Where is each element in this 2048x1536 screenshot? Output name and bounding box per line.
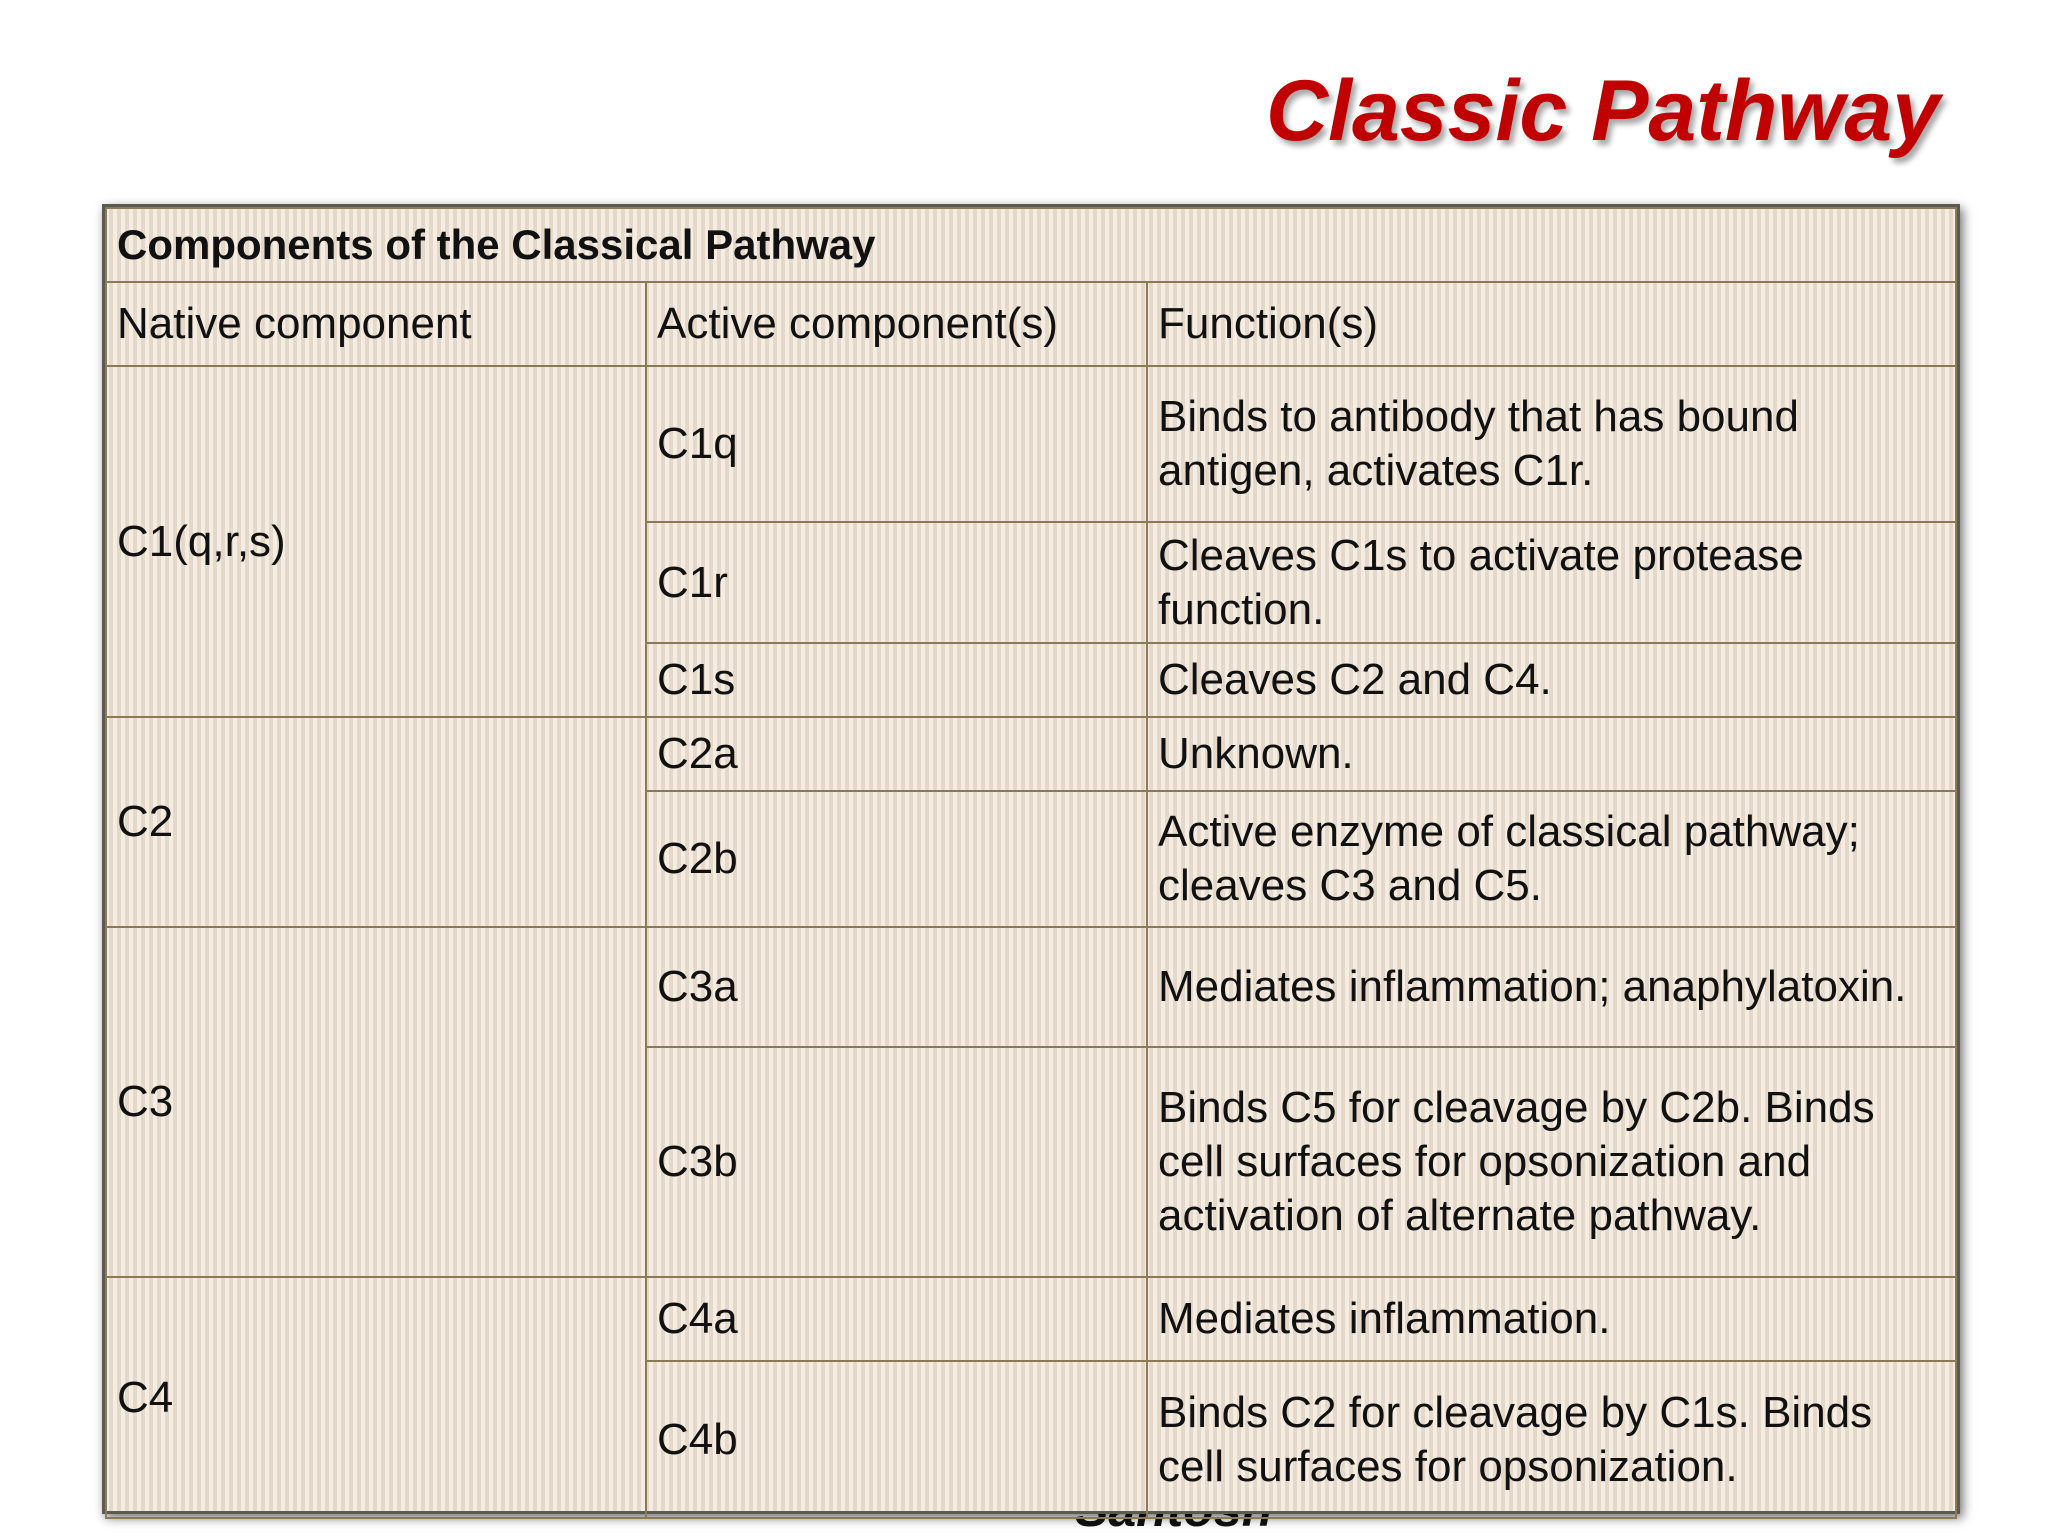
native-cell: C2: [106, 717, 646, 927]
table-header-row: [106, 282, 1956, 366]
native-cell: C1(q,r,s): [106, 366, 646, 717]
active-cell: C3b: [646, 1047, 1147, 1277]
native-cell: C3: [106, 927, 646, 1277]
function-cell: Mediates inflammation; anaphylatoxin.: [1147, 927, 1956, 1047]
function-cell: Binds to antibody that has bound antigen, activates C1r.: [1147, 366, 1956, 522]
function-cell: Cleaves C2 and C4.: [1147, 643, 1956, 717]
active-cell: C3a: [646, 927, 1147, 1047]
slide-title: Classic Pathway: [1265, 63, 1940, 159]
components-table: [105, 207, 1957, 1519]
active-cell: C4b: [646, 1361, 1147, 1518]
function-cell: Binds C2 for cleavage by C1s. Binds cell surfaces for opsonization.: [1147, 1361, 1956, 1518]
active-cell: C1q: [646, 366, 1147, 522]
table-row: [106, 717, 1956, 791]
table-row: [106, 1277, 1956, 1361]
native-cell: C4: [106, 1277, 646, 1518]
active-cell: C1r: [646, 522, 1147, 643]
header-functions: Function(s): [1147, 282, 1956, 366]
active-cell: C4a: [646, 1277, 1147, 1361]
function-cell: Binds C5 for cleavage by C2b. Binds cell surfaces for opsonization and activation of alternate pathway.: [1147, 1047, 1956, 1277]
table-row: [106, 366, 1956, 522]
function-cell: Mediates inflammation.: [1147, 1277, 1956, 1361]
active-cell: C2a: [646, 717, 1147, 791]
function-cell: Cleaves C1s to activate protease function.: [1147, 522, 1956, 643]
header-native-component: Native component: [106, 282, 646, 366]
active-cell: C2b: [646, 791, 1147, 927]
active-cell: C1s: [646, 643, 1147, 717]
function-cell: Active enzyme of classical pathway; cleaves C3 and C5.: [1147, 791, 1956, 927]
table-row: [106, 927, 1956, 1047]
table-caption-row: [106, 208, 1956, 282]
table-caption: Components of the Classical Pathway: [106, 208, 1956, 282]
components-table-container: [102, 204, 1960, 1514]
function-cell: Unknown.: [1147, 717, 1956, 791]
header-active-components: Active component(s): [646, 282, 1147, 366]
